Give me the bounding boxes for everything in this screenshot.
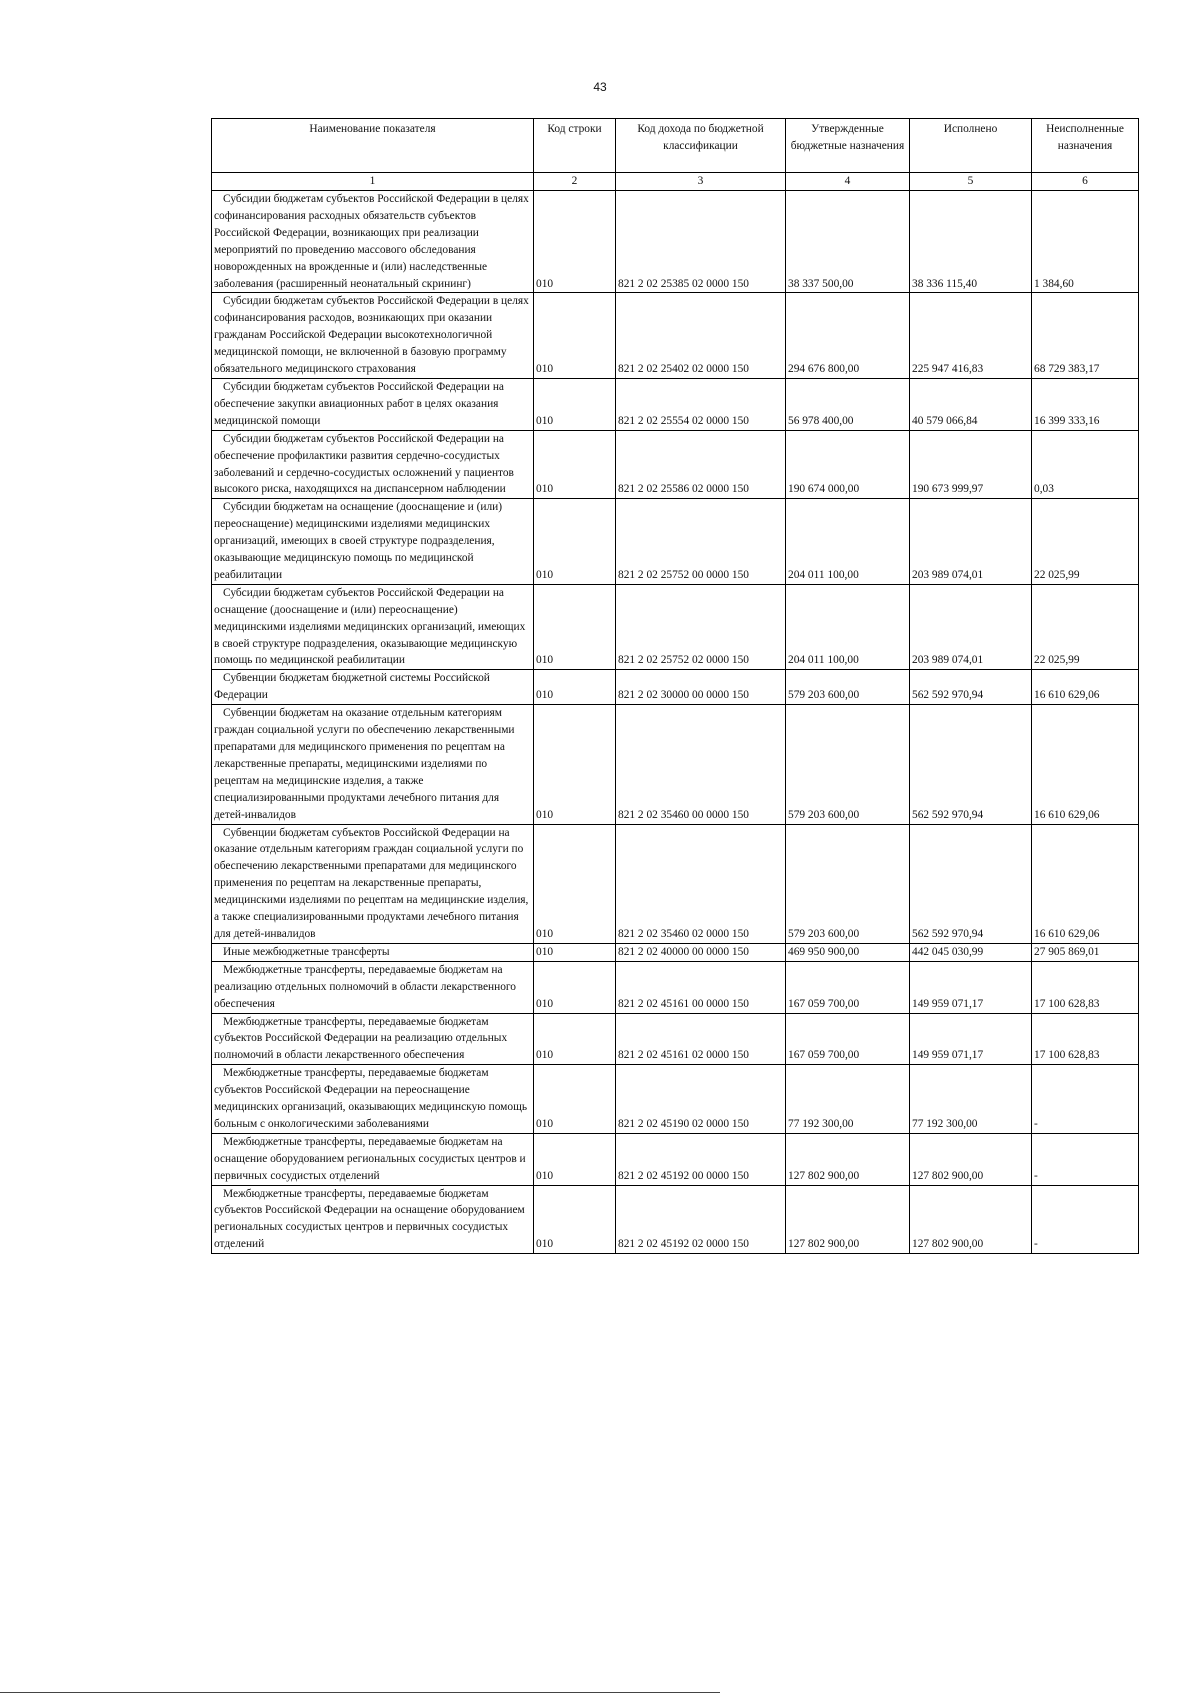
- row-approved-amount: 294 676 800,00: [786, 293, 910, 379]
- row-line-code: 010: [534, 378, 616, 430]
- row-executed-amount: 149 959 071,17: [910, 1013, 1032, 1065]
- row-indicator-name: Межбюджетные трансферты, передаваемые бюджетам субъектов Российской Федерации на переоснащение медицинских организаций, оказывающих медицинскую помощь больным с онкологическими заболеваниями: [212, 1065, 534, 1134]
- row-indicator-name: Субвенции бюджетам на оказание отдельным категориям граждан социальной услуги по обеспечению лекарственными препаратами для медицинского применения по рецептам на лекарственные препараты, медицинскими изделиями по рецептам на медицинские изделия, а также специализированными продуктами лечебного питания для детей-инвалидов: [212, 705, 534, 824]
- row-approved-amount: 579 203 600,00: [786, 824, 910, 943]
- row-approved-amount: 127 802 900,00: [786, 1185, 910, 1254]
- header-unexecuted: Неисполненные назначения: [1032, 119, 1139, 173]
- table-row: [212, 584, 1139, 670]
- row-executed-amount: 442 045 030,99: [910, 943, 1032, 961]
- row-line-code: 010: [534, 670, 616, 705]
- table-row: [212, 293, 1139, 379]
- row-income-code: 821 2 02 45190 02 0000 150: [616, 1065, 786, 1134]
- column-number: 6: [1032, 173, 1139, 191]
- column-number: 2: [534, 173, 616, 191]
- row-indicator-name: Межбюджетные трансферты, передаваемые бюджетам на реализацию отдельных полномочий в области лекарственного обеспечения: [212, 961, 534, 1013]
- row-indicator-name: Иные межбюджетные трансферты: [212, 943, 534, 961]
- row-executed-amount: 203 989 074,01: [910, 584, 1032, 670]
- row-unexecuted-amount: 1 384,60: [1032, 191, 1139, 293]
- row-line-code: 010: [534, 943, 616, 961]
- row-indicator-name: Межбюджетные трансферты, передаваемые бюджетам субъектов Российской Федерации на реализацию отдельных полномочий в области лекарственного обеспечения: [212, 1013, 534, 1065]
- row-unexecuted-amount: 17 100 628,83: [1032, 961, 1139, 1013]
- row-indicator-name: Межбюджетные трансферты, передаваемые бюджетам субъектов Российской Федерации на оснащение оборудованием региональных сосудистых центров и первичных сосудистых отделений: [212, 1185, 534, 1254]
- table-row: [212, 961, 1139, 1013]
- row-approved-amount: 579 203 600,00: [786, 670, 910, 705]
- table-row: [212, 824, 1139, 943]
- table-row: [212, 1013, 1139, 1065]
- row-income-code: 821 2 02 45192 02 0000 150: [616, 1185, 786, 1254]
- row-line-code: 010: [534, 1185, 616, 1254]
- row-approved-amount: 204 011 100,00: [786, 584, 910, 670]
- row-unexecuted-amount: 17 100 628,83: [1032, 1013, 1139, 1065]
- row-executed-amount: 203 989 074,01: [910, 499, 1032, 585]
- table-row: [212, 430, 1139, 499]
- row-executed-amount: 225 947 416,83: [910, 293, 1032, 379]
- row-indicator-name: Субсидии бюджетам на оснащение (дооснащение и (или) переоснащение) медицинскими изделиями медицинских организаций, имеющих в своей структуре подразделения, оказывающие медицинскую помощь по медицинской реабилитации: [212, 499, 534, 585]
- row-line-code: 010: [534, 1065, 616, 1134]
- table-header-row: [212, 119, 1139, 173]
- budget-report-table: [211, 118, 1139, 1254]
- row-line-code: 010: [534, 961, 616, 1013]
- column-number: 1: [212, 173, 534, 191]
- row-indicator-name: Субсидии бюджетам субъектов Российской Федерации на обеспечение профилактики развития сердечно-сосудистых заболеваний и сердечно-сосудистых осложнений у пациентов высокого риска, находящихся на диспансерном наблюдении: [212, 430, 534, 499]
- column-number: 4: [786, 173, 910, 191]
- row-income-code: 821 2 02 35460 02 0000 150: [616, 824, 786, 943]
- header-line-code: Код строки: [534, 119, 616, 173]
- row-income-code: 821 2 02 25385 02 0000 150: [616, 191, 786, 293]
- row-approved-amount: 167 059 700,00: [786, 1013, 910, 1065]
- table-row: [212, 1185, 1139, 1254]
- row-approved-amount: 167 059 700,00: [786, 961, 910, 1013]
- table-row: [212, 705, 1139, 824]
- row-line-code: 010: [534, 1013, 616, 1065]
- row-unexecuted-amount: -: [1032, 1185, 1139, 1254]
- column-number-row: [212, 173, 1139, 191]
- row-approved-amount: 38 337 500,00: [786, 191, 910, 293]
- row-line-code: 010: [534, 584, 616, 670]
- row-approved-amount: 190 674 000,00: [786, 430, 910, 499]
- row-income-code: 821 2 02 35460 00 0000 150: [616, 705, 786, 824]
- row-line-code: 010: [534, 430, 616, 499]
- column-number: 5: [910, 173, 1032, 191]
- row-unexecuted-amount: 16 610 629,06: [1032, 705, 1139, 824]
- page-number: 43: [593, 80, 607, 94]
- row-indicator-name: Субсидии бюджетам субъектов Российской Федерации в целях софинансирования расходных обязательств субъектов Российской Федерации, возникающих при реализации мероприятий по проведению массового обследования новорожденных на врожденные и (или) наследственные заболевания (расширенный неонатальный скрининг): [212, 191, 534, 293]
- row-executed-amount: 562 592 970,94: [910, 670, 1032, 705]
- row-line-code: 010: [534, 1133, 616, 1185]
- row-indicator-name: Субвенции бюджетам бюджетной системы Российской Федерации: [212, 670, 534, 705]
- row-approved-amount: 127 802 900,00: [786, 1133, 910, 1185]
- row-income-code: 821 2 02 25752 02 0000 150: [616, 584, 786, 670]
- row-approved-amount: 204 011 100,00: [786, 499, 910, 585]
- row-income-code: 821 2 02 25586 02 0000 150: [616, 430, 786, 499]
- row-executed-amount: 77 192 300,00: [910, 1065, 1032, 1134]
- row-indicator-name: Субсидии бюджетам субъектов Российской Федерации на оснащение (дооснащение и (или) переоснащение) медицинскими изделиями медицинских организаций, имеющих в своей структуре подразделения, оказывающие медицинскую помощь по медицинской реабилитации: [212, 584, 534, 670]
- row-executed-amount: 149 959 071,17: [910, 961, 1032, 1013]
- table-row: [212, 499, 1139, 585]
- row-approved-amount: 56 978 400,00: [786, 378, 910, 430]
- table-body: [212, 191, 1139, 1254]
- header-income-code: Код дохода по бюджетной классификации: [616, 119, 786, 173]
- row-indicator-name: Субсидии бюджетам субъектов Российской Федерации на обеспечение закупки авиационных работ в целях оказания медицинской помощи: [212, 378, 534, 430]
- table-row: [212, 1133, 1139, 1185]
- row-line-code: 010: [534, 824, 616, 943]
- row-unexecuted-amount: 68 729 383,17: [1032, 293, 1139, 379]
- row-executed-amount: 190 673 999,97: [910, 430, 1032, 499]
- row-approved-amount: 77 192 300,00: [786, 1065, 910, 1134]
- header-executed: Исполнено: [910, 119, 1032, 173]
- header-indicator-name: Наименование показателя: [212, 119, 534, 173]
- row-income-code: 821 2 02 25402 02 0000 150: [616, 293, 786, 379]
- row-indicator-name: Субсидии бюджетам субъектов Российской Федерации в целях софинансирования расходов, возникающих при оказании гражданам Российской Федерации высокотехнологичной медицинской помощи, не включенной в базовую программу обязательного медицинского страхования: [212, 293, 534, 379]
- header-approved: Утвержденные бюджетные назначения: [786, 119, 910, 173]
- row-unexecuted-amount: 16 610 629,06: [1032, 670, 1139, 705]
- row-line-code: 010: [534, 191, 616, 293]
- table-row: [212, 191, 1139, 293]
- row-line-code: 010: [534, 705, 616, 824]
- table-row: [212, 378, 1139, 430]
- row-approved-amount: 579 203 600,00: [786, 705, 910, 824]
- row-executed-amount: 40 579 066,84: [910, 378, 1032, 430]
- row-income-code: 821 2 02 45161 02 0000 150: [616, 1013, 786, 1065]
- row-executed-amount: 127 802 900,00: [910, 1185, 1032, 1254]
- row-executed-amount: 38 336 115,40: [910, 191, 1032, 293]
- row-line-code: 010: [534, 293, 616, 379]
- row-income-code: 821 2 02 25752 00 0000 150: [616, 499, 786, 585]
- row-income-code: 821 2 02 45161 00 0000 150: [616, 961, 786, 1013]
- row-income-code: 821 2 02 30000 00 0000 150: [616, 670, 786, 705]
- row-unexecuted-amount: -: [1032, 1133, 1139, 1185]
- row-approved-amount: 469 950 900,00: [786, 943, 910, 961]
- table-row: [212, 670, 1139, 705]
- row-indicator-name: Межбюджетные трансферты, передаваемые бюджетам на оснащение оборудованием региональных сосудистых центров и первичных сосудистых отделений: [212, 1133, 534, 1185]
- row-unexecuted-amount: -: [1032, 1065, 1139, 1134]
- row-line-code: 010: [534, 499, 616, 585]
- row-executed-amount: 562 592 970,94: [910, 824, 1032, 943]
- row-indicator-name: Субвенции бюджетам субъектов Российской Федерации на оказание отдельным категориям граждан социальной услуги по обеспечению лекарственными препаратами для медицинского применения по рецептам на лекарственные препараты, медицинскими изделиями по рецептам на медицинские изделия, а также специализированными продуктами лечебного питания для детей-инвалидов: [212, 824, 534, 943]
- row-unexecuted-amount: 22 025,99: [1032, 499, 1139, 585]
- row-income-code: 821 2 02 45192 00 0000 150: [616, 1133, 786, 1185]
- row-income-code: 821 2 02 40000 00 0000 150: [616, 943, 786, 961]
- row-executed-amount: 127 802 900,00: [910, 1133, 1032, 1185]
- row-unexecuted-amount: 22 025,99: [1032, 584, 1139, 670]
- table-row: [212, 1065, 1139, 1134]
- row-unexecuted-amount: 16 610 629,06: [1032, 824, 1139, 943]
- column-number: 3: [616, 173, 786, 191]
- table-row: [212, 943, 1139, 961]
- row-executed-amount: 562 592 970,94: [910, 705, 1032, 824]
- row-income-code: 821 2 02 25554 02 0000 150: [616, 378, 786, 430]
- row-unexecuted-amount: 27 905 869,01: [1032, 943, 1139, 961]
- row-unexecuted-amount: 0,03: [1032, 430, 1139, 499]
- row-unexecuted-amount: 16 399 333,16: [1032, 378, 1139, 430]
- bottom-rule: [0, 1692, 720, 1693]
